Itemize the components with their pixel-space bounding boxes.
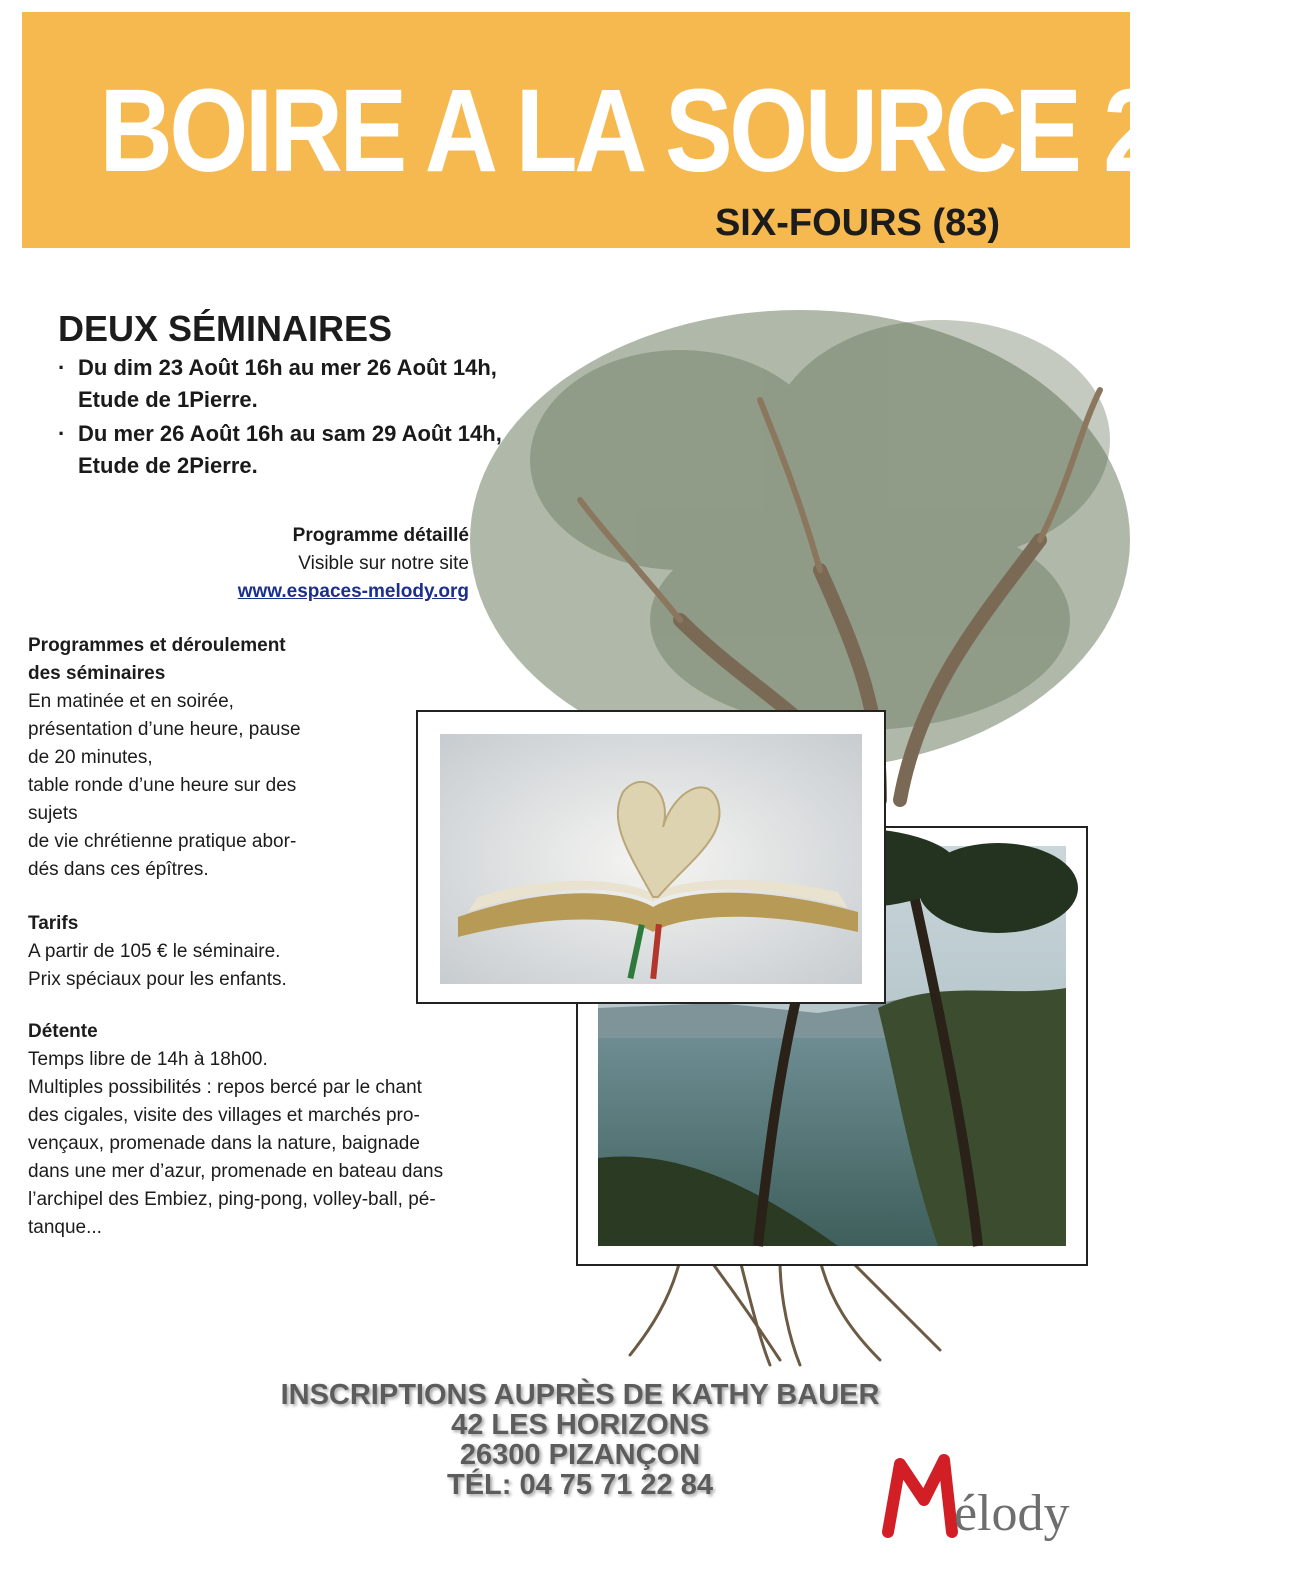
detente-text: l’archipel des Embiez, ping-pong, volley-ball, pé-: [28, 1189, 436, 1210]
header-banner: [22, 12, 1315, 248]
contact-line: 26300 PIZANÇON: [459, 1439, 701, 1471]
seminars-list: [58, 352, 618, 484]
deroulement-text: table ronde d’une heure sur des: [28, 775, 297, 796]
svg-text:élody: élody: [954, 1485, 1070, 1542]
seminars-heading: DEUX SÉMINAIRES: [58, 308, 393, 349]
detente-section: [28, 1018, 508, 1242]
program-info: [238, 522, 469, 606]
tarifs-text: A partir de 105 € le séminaire.: [28, 941, 281, 962]
deroulement-text: de vie chrétienne pratique abor-: [28, 831, 297, 852]
contact-line: 42 LES HORIZONS: [451, 1409, 709, 1441]
deroulement-heading: Programmes et déroulement: [28, 635, 286, 656]
detente-text: Temps libre de 14h à 18h00.: [28, 1049, 268, 1070]
detente-text: tanque...: [28, 1217, 102, 1238]
detente-text: des cigales, visite des villages et marchés pro-: [28, 1105, 420, 1126]
seminar-dates: · Du dim 23 Août 16h au mer 26 Août 14h,: [78, 355, 497, 380]
melody-logo: [882, 1448, 1082, 1542]
seminar-item: [58, 418, 618, 482]
deroulement-text: de 20 minutes,: [28, 747, 153, 768]
seminar-topic: Etude de 1Pierre.: [78, 387, 258, 412]
location-subtitle: SIX-FOURS (83): [714, 202, 1000, 244]
detente-heading: Détente: [28, 1021, 98, 1042]
detente-text: dans une mer d’azur, promenade en bateau dans: [28, 1161, 444, 1182]
deroulement-heading: des séminaires: [28, 663, 166, 684]
program-title: Programme détaillé: [292, 525, 469, 546]
seminar-item: [58, 352, 618, 416]
tarifs-text: Prix spéciaux pour les enfants.: [28, 969, 287, 990]
program-subtitle: Visible sur notre site: [298, 553, 469, 574]
detente-text: vençaux, promenade dans la nature, baignade: [28, 1133, 420, 1154]
deroulement-text: présentation d’une heure, pause: [28, 719, 301, 740]
website-link[interactable]: www.espaces-melody.org: [237, 581, 469, 602]
contact-info: [160, 1380, 1000, 1500]
deroulement-text: sujets: [28, 803, 78, 824]
detente-text: Multiples possibilités : repos bercé par le chant: [28, 1077, 422, 1098]
book-photo-frame: [418, 712, 884, 1002]
contact-line: INSCRIPTIONS AUPRÈS DE KATHY BAUER: [280, 1379, 880, 1411]
contact-phone: TÉL: 04 75 71 22 84: [447, 1469, 713, 1501]
poster-title: BOIRE A LA SOURCE 2015: [99, 65, 1315, 197]
deroulement-text: En matinée et en soirée,: [28, 691, 234, 712]
seminar-topic: Etude de 2Pierre.: [78, 453, 258, 478]
deroulement-text: dés dans ces épîtres.: [28, 859, 209, 880]
tarifs-heading: Tarifs: [28, 913, 79, 934]
seminar-dates: · Du mer 26 Août 16h au sam 29 Août 14h,: [78, 421, 502, 446]
book-photo: [418, 712, 884, 1002]
